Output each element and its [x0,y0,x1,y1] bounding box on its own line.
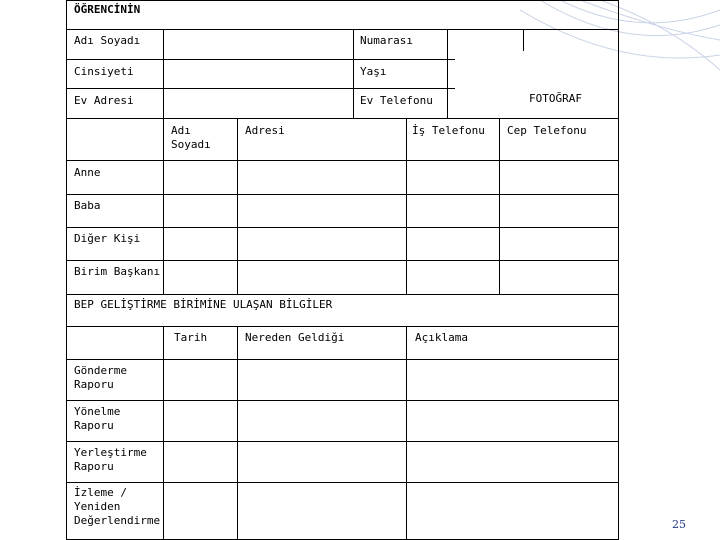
bep-row-placement-report: Yerleştirme Raporu [74,446,147,473]
bep-col-date: Tarih [174,331,208,344]
number-label: Numarası [360,34,413,47]
contacts-col-work-phone: İş Telefonu [412,124,485,137]
name-label: Adı Soyadı [74,34,141,47]
contacts-col-address: Adresi [245,124,285,137]
student-form [66,0,618,540]
address-label: Ev Adresi [74,94,134,107]
bep-title: BEP GELİŞTİRME BİRİMİNE ULAŞAN BİLGİLER [74,298,333,311]
form-title: ÖĞRENCİNİN [74,3,141,16]
contacts-row-father: Baba [74,199,101,212]
photo-label: FOTOĞRAF [529,92,582,105]
page-number: 25 [672,518,686,531]
bep-col-source: Nereden Geldiği [245,331,345,344]
contacts-col-name: Adı Soyadı [171,124,211,151]
contacts-col-mobile: Cep Telefonu [507,124,587,137]
contacts-row-mother: Anne [74,166,101,179]
bep-col-description: Açıklama [415,331,468,344]
gender-label: Cinsiyeti [74,65,134,78]
contacts-row-other: Diğer Kişi [74,232,141,245]
contacts-row-unit-head: Birim Başkanı [74,265,161,278]
bep-row-monitoring: İzleme / Yeniden Değerlendirme [74,486,161,527]
age-label: Yaşı [360,65,387,78]
bep-row-referral-report: Gönderme Raporu [74,364,127,391]
bep-row-direction-report: Yönelme Raporu [74,405,121,432]
home-phone-label: Ev Telefonu [360,94,433,107]
